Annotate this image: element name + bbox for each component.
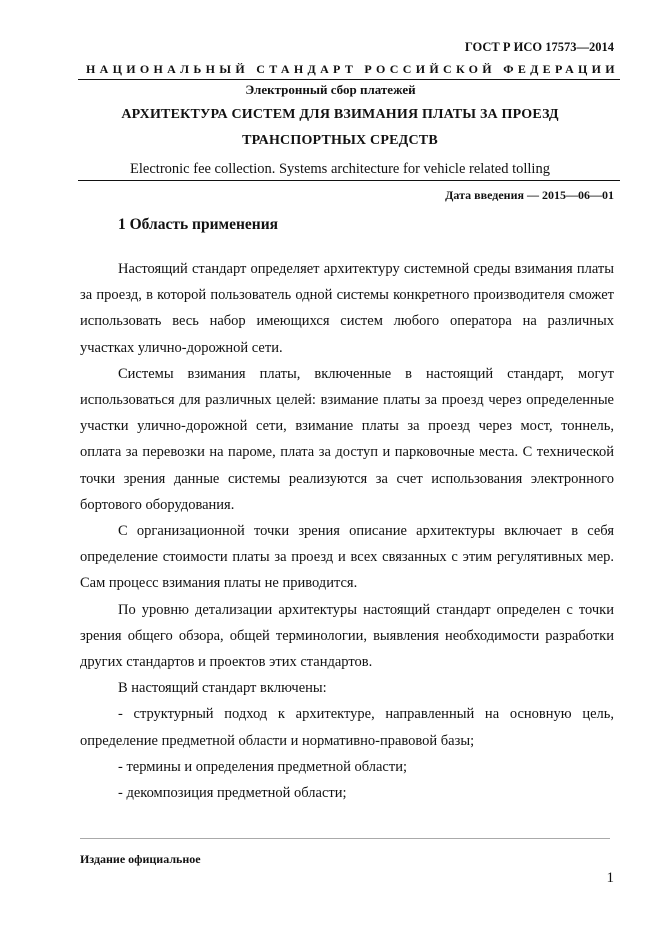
edition-note: Издание официальное: [80, 852, 201, 866]
paragraph: В настоящий стандарт включены:: [118, 680, 327, 697]
list-item: - декомпозиция предметной области;: [118, 785, 347, 802]
national-standard-heading: НАЦИОНАЛЬНЫЙ СТАНДАРТ РОССИЙСКОЙ ФЕДЕРАЦИИ: [86, 62, 619, 76]
english-title: Electronic fee collection. Systems architecture for vehicle related tolling: [130, 161, 550, 177]
header-rule: [78, 79, 620, 80]
document-title-line-2: ТРАНСПОРТНЫХ СРЕДСТВ: [242, 133, 438, 148]
standard-code: ГОСТ Р ИСО 17573—2014: [464, 40, 614, 54]
paragraph: Настоящий стандарт определяет архитектуру системной среды взимания платы за проезд, в которой пользователь одной системы конкретного производителя сможет использовать весь набор имеющихся систем любого оператора на различных участках улично-дорожной сети.: [80, 261, 614, 356]
section-body: [80, 256, 614, 806]
footer-rule: [80, 838, 610, 839]
section-heading: 1 Область применения: [118, 216, 279, 233]
paragraph: С организационной точки зрения описание архитектуры включает в себя определение стоимости платы за проезд и всех связанных с этим регулятивных мер. Сам процесс взимания платы не приводится.: [80, 523, 614, 592]
list-item: - термины и определения предметной области;: [118, 758, 407, 775]
paragraph: По уровню детализации архитектуры настоящий стандарт определен с точки зрения общего обзора, общей терминологии, выявления необходимости разработки других стандартов и проектов этих стандартов.: [80, 601, 614, 671]
effective-date: Дата введения — 2015—06—01: [445, 188, 614, 202]
page-number: 1: [606, 870, 614, 886]
paragraph: Системы взимания платы, включенные в настоящий стандарт, могут использоваться для различных целей: взимание платы за проезд через определенные участки улично-дорожной сети, взимание платы за проезд через мост, тоннель, оплата за перевозки на пароме, плата за доступ и парковочные места. С технической точки зрения данные системы реализуются за счет использования электронного бортового оборудования.: [80, 365, 614, 513]
title-rule: [78, 180, 620, 181]
document-subtitle: Электронный сбор платежей: [245, 82, 416, 97]
list-item: - структурный подход к архитектуре, направленный на основную цель, определение предметной области и нормативно-правовой базы;: [80, 706, 614, 749]
document-title-line-1: АРХИТЕКТУРА СИСТЕМ ДЛЯ ВЗИМАНИЯ ПЛАТЫ ЗА ПРОЕЗД: [121, 107, 559, 122]
